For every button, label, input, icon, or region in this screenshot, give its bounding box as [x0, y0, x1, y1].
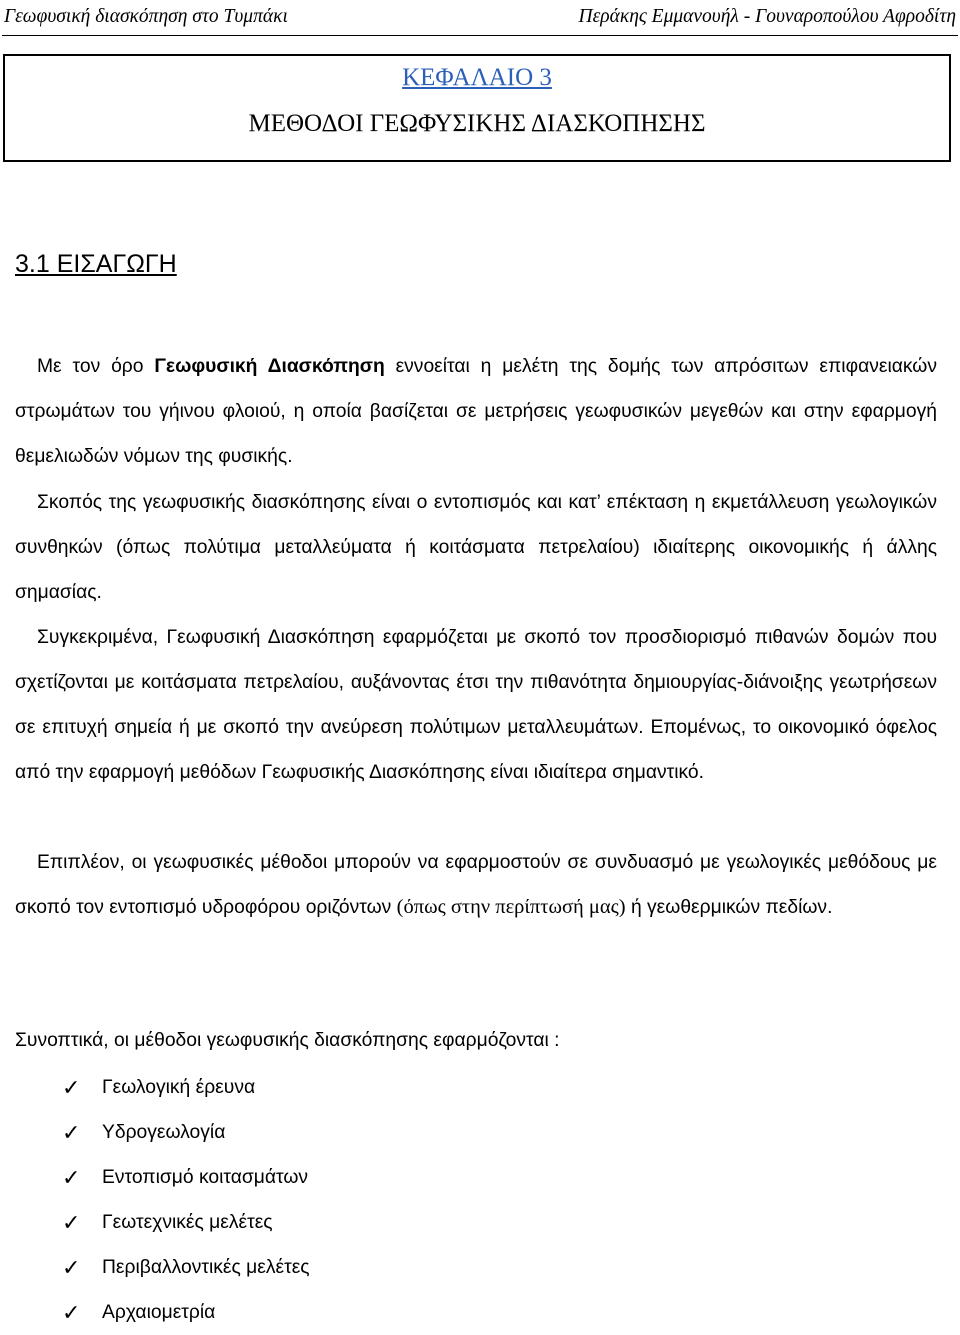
list-item-label: Αρχαιομετρία	[102, 1302, 216, 1323]
list-item-label: Περιβαλλοντικές μελέτες	[102, 1257, 310, 1278]
check-icon: ✓	[62, 1210, 81, 1235]
summary-line: Συνοπτικά, οι μέθοδοι γεωφυσικής διασκόπησης εφαρμόζονται :	[15, 1030, 560, 1051]
list-item-label: Υδρογεωλογία	[102, 1122, 226, 1143]
paragraph-purpose	[15, 480, 937, 615]
list-item-label: Γεωλογική έρευνα	[102, 1077, 256, 1098]
paragraph-text: Με τον όρο	[37, 356, 155, 377]
list-item	[62, 1245, 310, 1290]
paragraph-additional	[15, 840, 937, 930]
chapter-title: ΜΕΘΟΔΟΙ ΓΕΩΦΥΣΙΚΗΣ ΔΙΑΣΚΟΠΗΣΗΣ	[248, 110, 706, 137]
methods-list	[62, 1065, 310, 1335]
check-icon: ✓	[62, 1300, 81, 1325]
header-title: Γεωφυσική διασκόπηση στο Τυμπάκι	[4, 6, 288, 27]
chapter-title-box	[3, 54, 951, 162]
list-item-label: Εντοπισμό κοιτασμάτων	[102, 1167, 309, 1188]
list-item	[62, 1110, 310, 1155]
list-item	[62, 1065, 310, 1110]
header-authors: Περάκης Εμμανουήλ - Γουναροπούλου Αφροδίτη	[578, 6, 956, 27]
paragraph-note: (όπως στην περίπτωσή μας)	[396, 896, 626, 918]
check-icon: ✓	[62, 1165, 81, 1190]
header-divider	[2, 35, 958, 36]
list-item	[62, 1200, 310, 1245]
check-icon: ✓	[62, 1075, 81, 1100]
chapter-number: ΚΕΦΑΛΑΙΟ 3	[402, 64, 552, 91]
paragraph-definition	[15, 344, 937, 479]
paragraph-specifics	[15, 615, 937, 795]
list-item	[62, 1155, 310, 1200]
paragraph-text: Συγκεκριμένα, Γεωφυσική Διασκόπηση εφαρμόζεται με σκοπό τον προσδιορισμό πιθανών δομών που σχετίζονται με κοιτάσματα πετρελαίου, αυξάνοντας έτσι την πιθανότητα δημιουργίας-διάνοιξης γεωτρήσεων σε επιτυχή σημεία ή με σκοπό την ανεύρεση πολύτιμων μεταλλευμάτων. Επομένως, το οικονομικό όφελος από την εφαρμογή μεθόδων Γεωφυσικής Διασκόπησης είναι ιδιαίτερα σημαντικό.	[15, 627, 937, 783]
list-item	[62, 1290, 310, 1335]
check-icon: ✓	[62, 1120, 81, 1145]
section-heading: 3.1 ΕΙΣΑΓΩΓΗ	[15, 250, 177, 278]
paragraph-text: ή γεωθερμικών πεδίων.	[625, 897, 833, 918]
term-geophysical-survey: Γεωφυσική Διασκόπηση	[154, 356, 385, 377]
check-icon: ✓	[62, 1255, 81, 1280]
paragraph-text: εννοείται η μελέτη της δομής των απρόσιτων επιφανειακών στρωμάτων του γήινου φλοιού, η οποία βασίζεται σε μετρήσεις γεωφυσικών μεγεθών και στην εφαρμογή θεμελιωδών νόμων της φυσικής.	[15, 356, 937, 467]
paragraph-text: Επιπλέον, οι γεωφυσικές μέθοδοι μπορούν να εφαρμοστούν σε συνδυασμό με γεωλογικές μεθόδους με σκοπό τον εντοπισμό υδροφόρου οριζόντων	[15, 852, 937, 918]
running-header	[4, 4, 956, 30]
paragraph-text: Σκοπός της γεωφυσικής διασκόπησης είναι ο εντοπισμός και κατ’ επέκταση η εκμετάλλευση γεωλογικών συνθηκών (όπως πολύτιμα μεταλλεύματα ή κοιτάσματα πετρελαίου) ιδιαίτερης οικονομικής ή άλλης σημασίας.	[15, 492, 937, 603]
list-item-label: Γεωτεχνικές μελέτες	[102, 1212, 273, 1233]
